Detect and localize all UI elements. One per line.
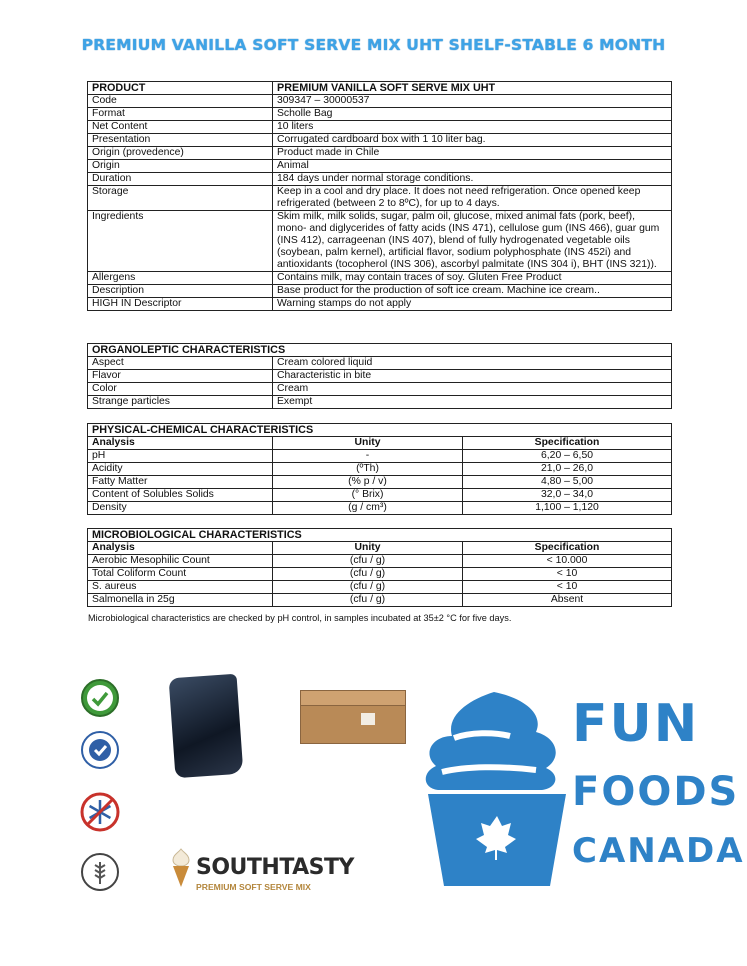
table-row [88, 383, 672, 396]
table-row [88, 450, 672, 463]
table-row [88, 173, 672, 186]
row-label: Presentation [88, 134, 273, 147]
row-value: Cream [273, 383, 672, 396]
row-unit: (cfu / g) [273, 555, 463, 568]
physchem-table [87, 423, 672, 515]
table-row [88, 396, 672, 409]
column-header: Specification [463, 542, 672, 555]
table-row [88, 186, 672, 211]
table-row [88, 502, 672, 515]
row-unit: (% p / v) [273, 476, 463, 489]
table-row [88, 108, 672, 121]
southtasty-subtitle: PREMIUM SOFT SERVE MIX [196, 882, 311, 892]
ready-to-use-badge-icon [80, 730, 120, 770]
table-header-row [88, 82, 672, 95]
funfoods-line3: CANADA [572, 831, 745, 871]
row-label: Description [88, 285, 273, 298]
column-header: Unity [273, 542, 463, 555]
row-label: HIGH IN Descriptor [88, 298, 273, 311]
table-header-row [88, 424, 672, 437]
scholle-bag-image [169, 674, 244, 778]
row-value: Warning stamps do not apply [273, 298, 672, 311]
row-value: Keep in a cool and dry place. It does not need refrigeration. Once opened keep refrigerated (between 2 to 8ºC), for up to 4 days. [273, 186, 672, 211]
table-row [88, 95, 672, 108]
row-unit: - [273, 450, 463, 463]
row-unit: (cfu / g) [273, 581, 463, 594]
table-section-title: MICROBIOLOGICAL CHARACTERISTICS [88, 529, 672, 542]
product-table [87, 81, 672, 311]
row-spec: < 10.000 [463, 555, 672, 568]
row-label: Ingredients [88, 211, 273, 272]
micro-note: Microbiological characteristics are checked by pH control, in samples incubated at 35±2 °C for five days. [88, 613, 512, 623]
row-unit: (g / cm³) [273, 502, 463, 515]
row-spec: Absent [463, 594, 672, 607]
row-label: Aerobic Mesophilic Count [88, 555, 273, 568]
gluten-free-badge-icon [80, 852, 120, 892]
table-row [88, 147, 672, 160]
table-row [88, 272, 672, 285]
column-header: Unity [273, 437, 463, 450]
row-spec: < 10 [463, 581, 672, 594]
row-label: Density [88, 502, 273, 515]
food-safety-badge-icon [80, 678, 120, 718]
organoleptic-table [87, 343, 672, 409]
table-row [88, 489, 672, 502]
row-spec: 6,20 – 6,50 [463, 450, 672, 463]
table-row [88, 568, 672, 581]
table-header-cell: PRODUCT [88, 82, 273, 95]
column-header-row [88, 542, 672, 555]
column-header-row [88, 437, 672, 450]
row-label: Aspect [88, 357, 273, 370]
table-row [88, 594, 672, 607]
row-value: 10 liters [273, 121, 672, 134]
row-unit: (cfu / g) [273, 594, 463, 607]
table-row [88, 134, 672, 147]
table-row [88, 285, 672, 298]
row-value: Corrugated cardboard box with 1 10 liter bag. [273, 134, 672, 147]
row-value: Exempt [273, 396, 672, 409]
row-label: Duration [88, 173, 273, 186]
row-label: Acidity [88, 463, 273, 476]
soft-serve-cone-icon [168, 847, 194, 889]
row-label: Fatty Matter [88, 476, 273, 489]
row-label: Allergens [88, 272, 273, 285]
table-row [88, 581, 672, 594]
table-row [88, 211, 672, 272]
table-row [88, 121, 672, 134]
row-spec: 1,100 – 1,120 [463, 502, 672, 515]
table-row [88, 555, 672, 568]
southtasty-name: SOUTHTASTY [196, 855, 354, 880]
row-label: Origin [88, 160, 273, 173]
row-value: Cream colored liquid [273, 357, 672, 370]
funfoods-line2: FOODS [572, 769, 740, 815]
row-unit: (° Brix) [273, 489, 463, 502]
column-header: Specification [463, 437, 672, 450]
row-spec: 4,80 – 5,00 [463, 476, 672, 489]
row-value: Product made in Chile [273, 147, 672, 160]
row-label: pH [88, 450, 273, 463]
row-label: Code [88, 95, 273, 108]
row-value: Characteristic in bite [273, 370, 672, 383]
row-label: S. aureus [88, 581, 273, 594]
column-header: Analysis [88, 542, 273, 555]
row-value: Scholle Bag [273, 108, 672, 121]
row-value: Animal [273, 160, 672, 173]
cardboard-box-image [300, 690, 406, 744]
table-row [88, 463, 672, 476]
row-label: Salmonella in 25g [88, 594, 273, 607]
table-header-row [88, 344, 672, 357]
table-row [88, 298, 672, 311]
column-header: Analysis [88, 437, 273, 450]
table-section-title: ORGANOLEPTIC CHARACTERISTICS [88, 344, 672, 357]
page-title: PREMIUM VANILLA SOFT SERVE MIX UHT SHELF-STABLE 6 MONTH [81, 36, 666, 54]
row-label: Format [88, 108, 273, 121]
row-spec: 21,0 – 26,0 [463, 463, 672, 476]
row-unit: (cfu / g) [273, 568, 463, 581]
snowflake-icon [80, 792, 120, 832]
funfoods-line1: FUN [572, 694, 700, 754]
ice-cream-cup-logo-icon [424, 690, 570, 890]
table-row [88, 357, 672, 370]
row-label: Storage [88, 186, 273, 211]
row-label: Total Coliform Count [88, 568, 273, 581]
row-value: Base product for the production of soft ice cream. Machine ice cream.. [273, 285, 672, 298]
row-label: Origin (provedence) [88, 147, 273, 160]
row-label: Strange particles [88, 396, 273, 409]
row-label: Net Content [88, 121, 273, 134]
row-unit: (ºTh) [273, 463, 463, 476]
table-row [88, 476, 672, 489]
row-label: Content of Solubles Solids [88, 489, 273, 502]
table-row [88, 160, 672, 173]
row-value: 184 days under normal storage conditions. [273, 173, 672, 186]
row-spec: 32,0 – 34,0 [463, 489, 672, 502]
row-value: 309347 – 30000537 [273, 95, 672, 108]
row-value: Contains milk, may contain traces of soy. Gluten Free Product [273, 272, 672, 285]
row-spec: < 10 [463, 568, 672, 581]
table-header-row [88, 529, 672, 542]
table-header-cell: PREMIUM VANILLA SOFT SERVE MIX UHT [273, 82, 672, 95]
table-row [88, 370, 672, 383]
micro-table [87, 528, 672, 607]
row-value: Skim milk, milk solids, sugar, palm oil, glucose, mixed animal fats (pork, beef), mono- and diglycerides of fatty acids (INS 471), cellulose gum (INS 466), guar gum (INS 412), carrageenan (INS 407), blend of fully hydrogenated vegetable oils (soybean, palm kernel), artificial flavor, sodium polyphosphate (INS 452i) and antioxidants (tocopherol (INS 306), ascorbyl palmitate (INS 304 i), BHT (INS 321)). [273, 211, 672, 272]
row-label: Color [88, 383, 273, 396]
table-section-title: PHYSICAL-CHEMICAL CHARACTERISTICS [88, 424, 672, 437]
row-label: Flavor [88, 370, 273, 383]
